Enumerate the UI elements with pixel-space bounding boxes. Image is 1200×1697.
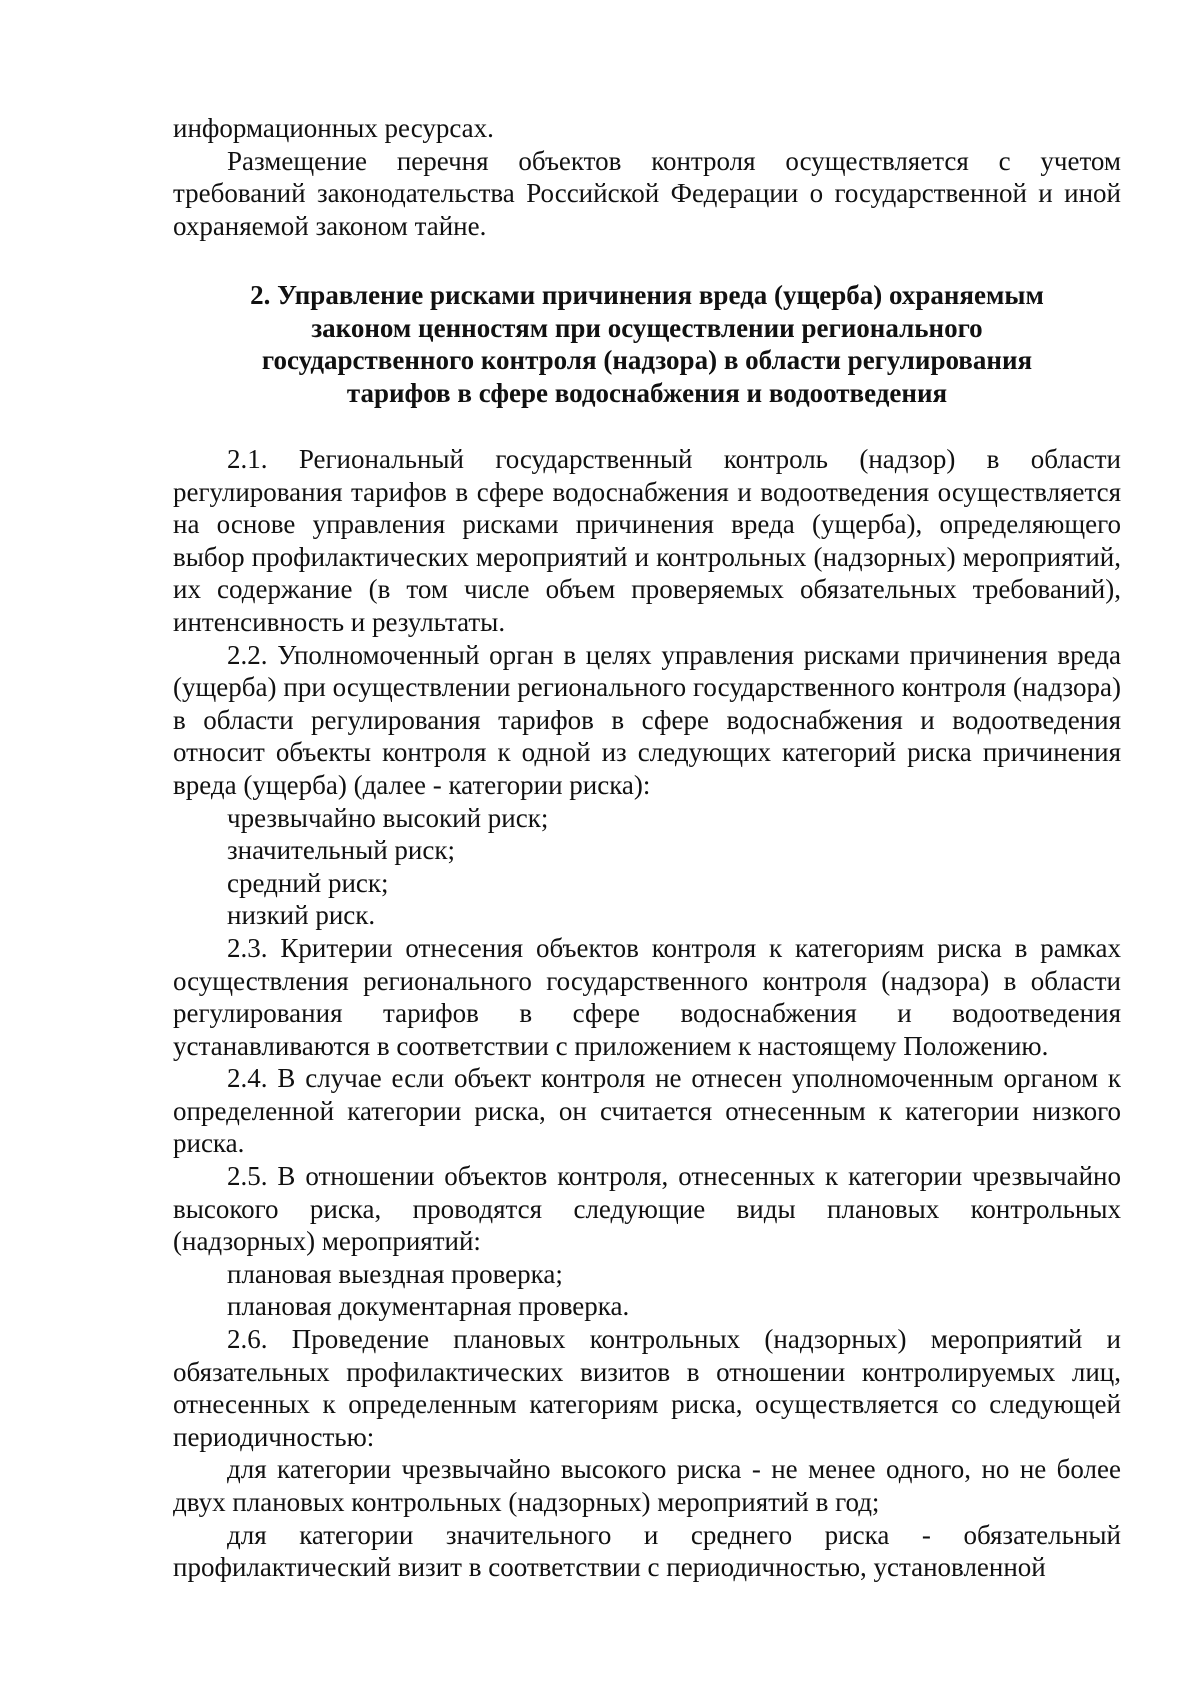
heading-line: государственного контроля (надзора) в области регулирования <box>261 345 1033 376</box>
paragraph-2-1: 2.1. Региональный государственный контроль (надзор) в области регулирования тарифов в сфере водоснабжения и водоотведения осуществляется на основе управления рисками причинения вреда (ущерба), определяющего выбор профилактических мероприятий и контрольных (надзорных) мероприятий, их содержание (в том числе объем проверяемых обязательных требований), интенсивность и результаты. <box>173 444 1121 637</box>
intro-text <box>173 112 1121 242</box>
paragraph-2-5: 2.5. В отношении объектов контроля, отнесенных к категории чрезвычайно высокого риска, проводятся следующие виды плановых контрольных (надзорных) мероприятий: <box>173 1161 1121 1257</box>
section-2-body <box>173 443 1121 1584</box>
heading-line: тарифов в сфере водоснабжения и водоотведения <box>346 377 948 408</box>
paragraph-2-2: 2.2. Уполномоченный орган в целях управления рисками причинения вреда (ущерба) при осуществлении регионального государственного контроля (надзора) в области регулирования тарифов в сфере водоснабжения и водоотведения относит объекты контроля к одной из следующих категорий риска причинения вреда (ущерба) (далее - категории риска): <box>173 639 1121 800</box>
risk-category-item: значительный риск; <box>227 835 455 866</box>
heading-line: законом ценностям при осуществлении регионального <box>311 312 983 343</box>
paragraph-2-4: 2.4. В случае если объект контроля не отнесен уполномоченным органом к определенной категории риска, он считается отнесенным к категории низкого риска. <box>173 1063 1121 1159</box>
risk-category-item: низкий риск. <box>227 900 376 931</box>
risk-category-item: средний риск; <box>227 867 389 898</box>
continued-line: информационных ресурсах. <box>173 113 494 143</box>
paragraph-placement: Размещение перечня объектов контроля осуществляется с учетом требований законодательства Российской Федерации о государственной и иной охраняемой законом тайне. <box>173 145 1121 241</box>
heading-line: 2. Управление рисками причинения вреда (ущерба) охраняемым <box>250 280 1044 310</box>
inspection-type-item: плановая выездная проверка; <box>227 1258 563 1289</box>
periodicity-item: для категории значительного и среднего риска - обязательный профилактический визит в соответствии с периодичностью, установленной <box>173 1519 1121 1583</box>
paragraph-2-3: 2.3. Критерии отнесения объектов контроля к категориям риска в рамках осуществления регионального государственного контроля (надзора) в области регулирования тарифов в сфере водоснабжения и водоотведения устанавливаются в соответствии с приложением к настоящему Положению. <box>173 932 1121 1061</box>
paragraph-2-6: 2.6. Проведение плановых контрольных (надзорных) мероприятий и обязательных профилактических визитов в отношении контролируемых лиц, отнесенных к определенным категориям риска, осуществляется со следующей периодичностью: <box>173 1324 1121 1452</box>
risk-category-item: чрезвычайно высокий риск; <box>227 802 549 833</box>
inspection-type-item: плановая документарная проверка. <box>227 1291 630 1322</box>
periodicity-item: для категории чрезвычайно высокого риска - не менее одного, но не более двух плановых контрольных (надзорных) мероприятий в год; <box>173 1454 1121 1517</box>
section-2-heading <box>173 279 1121 409</box>
